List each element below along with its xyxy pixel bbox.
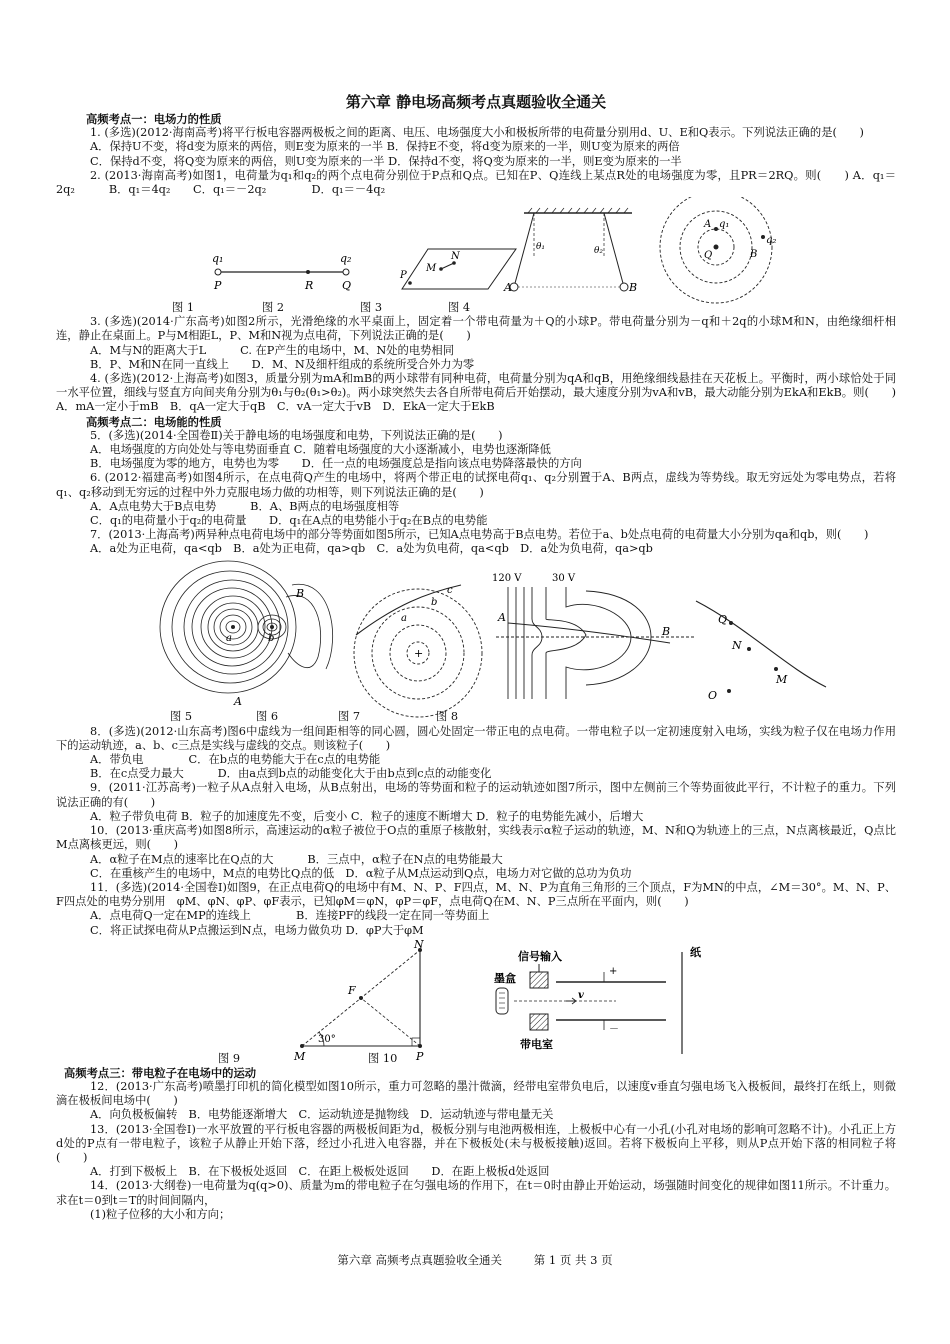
figure-8-caption: 图 8 xyxy=(436,709,459,723)
figure-10-caption: 图 10 xyxy=(368,1051,398,1065)
fig10-label-signal-input: 信号输入 xyxy=(518,949,562,963)
figure-1-caption: 图 1 xyxy=(172,301,195,315)
fig10-label-paper: 纸 xyxy=(690,945,701,959)
question-10-options-ab: A．α粒子在M点的速率比在Q点的大 B．三点中，α粒子在N点的电势能最大 xyxy=(90,852,503,866)
footer-page-number: 第 1 页 共 3 页 xyxy=(533,1253,613,1267)
question-6-stem: 6. (2012·福建高考)如图4所示，在点电荷Q产生的电场中，将两个带正电的试探电荷q₁、q₂分别置于A、B两点，虚线为等势线。取无穷远处为零电势点，若将q₁、q₂移动到无穷远的过程中外力克服电场力做的功相等，则下列说法正确的是( ) xyxy=(56,471,896,499)
question-4-stem: 4. (多选)(2012·上海高考)如图3，质量分别为mA和mB的两小球带有同种电荷，电荷量分别为qA和qB，用绝缘细线悬挂在天花板上。平衡时，两小球恰处于同一水平位置，细线与竖直方向间夹角分别为θ₁与θ₂(θ₁>θ₂)。两小球突然失去各自所带电荷后开始摆动，最大速度分别为vA和vB，最大动能分别为EkA和EkB。则( ) A．mA一定小于mB B．qA一定大于qB C．vA一定大于vB D．EkA一定大于EkB xyxy=(56,372,896,414)
fig9-label-P: P xyxy=(416,1049,424,1063)
question-13-stem: 13．(2013·全国卷Ⅰ)一水平放置的平行板电容器的两极板间距为d，极板分别与电池两极相连，上极板中心有一小孔(小孔对电场的影响可忽略不计)。小孔正上方d处的P点有一带电粒子，该粒子从静止开始下落，经过小孔进入电容器，并在下极板处(未与极板接触)返回。若将下极板向上平移，则从P点开始下落的相同粒子将( ) xyxy=(56,1122,896,1164)
question-8-stem: 8．(多选)(2012·山东高考)图6中虚线为一组间距相等的同心圆，圆心处固定一带正电的点电荷。一带电粒子以一定初速度射入电场，实线为粒子仅在电场力作用下的运动轨迹，a、b、c三点是实线与虚线的交点。则该粒子( ) xyxy=(56,724,896,752)
fig2-label-N: N xyxy=(451,251,460,263)
figure-6-caption: 图 6 xyxy=(256,709,279,723)
question-10-stem: 10．(2013·重庆高考)如图8所示，高速运动的α粒子被位于O点的重原子核散射，实线表示α粒子运动的轨迹，M、N和Q为轨迹上的三点，N点离核最近，Q点比M点离核更远，则( ) xyxy=(56,824,896,852)
page-title: 第六章 静电场高频考点真题验收全通关 xyxy=(345,93,607,111)
question-8-options-ac: A．带负电 C．在b点的电势能大于在c点的电势能 xyxy=(90,753,381,767)
fig1-label-q1: q₁ xyxy=(212,252,224,266)
fig8-label-N: N xyxy=(732,638,742,652)
figures-5-to-8 xyxy=(56,557,896,725)
question-14-stem: 14．(2013·大纲卷)一电荷量为q(q>0)、质量为m的带电粒子在匀强电场的作用下，在t＝0时由静止开始运动，场强随时间变化的规律如图11所示。不计重力。求在t＝0到t＝T的时间间隔内， xyxy=(56,1179,896,1207)
fig9-label-M: M xyxy=(294,1049,306,1063)
fig7-label-B: B xyxy=(662,624,671,638)
figure-2-diagram xyxy=(399,249,516,289)
question-11-options-cd: C．将正试探电荷从P点搬运到N点，电场力做负功 D．φP大于φM xyxy=(90,923,424,937)
fig6-label-c: c xyxy=(447,584,453,596)
fig9-label-30deg: 30° xyxy=(318,1033,336,1045)
fig9-label-N: N xyxy=(414,937,424,951)
fig5-label-A: A xyxy=(234,694,242,708)
question-7-options: A．a处为正电荷，qa<qb B．a处为正电荷，qa>qb C．a处为负电荷，qa<qb D．a处为负电荷，qa>qb xyxy=(90,542,653,556)
fig6-label-b: b xyxy=(431,596,438,608)
fig4-label-Q: Q xyxy=(704,250,713,262)
section-heading-2: 高频考点二：电场能的性质 xyxy=(86,414,222,429)
section-heading-3: 高频考点三：带电粒子在电场中的运动 xyxy=(64,1065,257,1080)
question-3-options-ac: A．M与N的距离大于L C. 在P产生的电场中，M、N处的电势相同 xyxy=(90,343,455,357)
fig5-label-b: b xyxy=(268,632,275,644)
fig3-label-theta1: θ₁ xyxy=(536,242,546,253)
question-11-options-ab: A．点电荷Q一定在MP的连线上 B．连接PF的线段一定在同一等势面上 xyxy=(90,909,490,923)
fig1-label-R: R xyxy=(305,279,314,293)
figure-8-diagram xyxy=(696,601,826,693)
fig8-label-M: M xyxy=(776,672,788,686)
fig7-label-30v: 30 V xyxy=(552,572,576,584)
question-10-options-cd: C．在重核产生的电场中，M点的电势比Q点的低 D．α粒子从M点运动到Q点，电场力对它做的总功为负功 xyxy=(90,866,632,880)
figure-row-2 xyxy=(56,557,896,725)
figure-2-caption: 图 2 xyxy=(262,301,285,315)
question-6-options-ab: A．A点电势大于B点电势 B．A、B两点的电场强度相等 xyxy=(90,499,400,513)
fig10-label-minus: － xyxy=(609,1023,619,1035)
question-1-options-cd: C．保持d不变，将Q变为原来的两倍，则U变为原来的一半 D．保持d不变，将Q变为原来的一半，则E变为原来的一半 xyxy=(90,154,682,168)
page-footer xyxy=(0,1252,950,1268)
fig7-label-A: A xyxy=(498,610,506,624)
fig1-label-Q: Q xyxy=(342,279,352,293)
fig8-label-O: O xyxy=(708,688,718,702)
question-9-options: A．粒子带负电荷 B．粒子的加速度先不变，后变小 C．粒子的速度不断增大 D．粒子的电势能先减小，后增大 xyxy=(90,809,644,823)
figure-4-caption: 图 4 xyxy=(448,301,471,315)
fig4-label-q2: q₂ xyxy=(766,235,777,247)
question-11-stem: 11．(多选)(2014·全国卷Ⅰ)如图9，在正点电荷Q的电场中有M、N、P、F四点，M、N、P为直角三角形的三个顶点，F为MN的中点，∠M＝30°。M、N、P、F四点处的电势分别用 φM、φN、φP、φF表示，已知φM＝φN，φP＝φF，点电荷Q在M、N、P三点所在平面内，则( ) xyxy=(56,880,896,909)
figure-4-diagram xyxy=(660,197,776,303)
fig5-label-a: a xyxy=(226,632,232,644)
figure-5-caption: 图 5 xyxy=(170,709,193,723)
question-12-stem: 12．(2013·广东高考)喷墨打印机的简化模型如图10所示，重力可忽略的墨汁微滴，经带电室带负电后，以速度v垂直匀强电场飞入极板间，最终打在纸上，则微滴在极板间电场中( ) xyxy=(56,1079,896,1108)
fig3-label-B: B xyxy=(629,281,638,295)
fig9-label-F: F xyxy=(348,983,356,997)
fig5-label-B: B xyxy=(296,586,305,600)
fig2-label-M: M xyxy=(426,263,437,275)
figures-9-and-10 xyxy=(56,938,896,1066)
fig4-label-q1: q₁ xyxy=(719,219,730,231)
figure-3-diagram xyxy=(503,208,637,294)
question-3-stem: 3. (多选)(2014·广东高考)如图2所示，光滑绝缘的水平桌面上，固定着一个带电荷量为＋Q的小球P。带电荷量分别为－q和＋2q的小球M和N，由绝缘细杆相连，静止在桌面上。P与M相距L，P、M和N视为点电荷，下列说法正确的是( ) xyxy=(56,315,896,343)
fig4-label-A: A xyxy=(704,219,712,231)
question-1-stem: 1. (多选)(2012·海南高考)将平行板电容器两极板之间的距离、电压、电场强度大小和极板所带的电荷量分别用d、U、E和Q表示。下列说法正确的是( ) xyxy=(90,126,864,140)
document-page xyxy=(56,92,896,1222)
figure-7-caption: 图 7 xyxy=(338,709,361,723)
question-3-options-bd: B．P、M和N在同一直线上 D．M、N及细杆组成的系统所受合外力为零 xyxy=(90,357,475,371)
fig7-label-120v: 120 V xyxy=(492,572,522,584)
question-13-options: A．打到下极板上 B．在下极板处返回 C．在距上极板处返回 D．在距上极板d处返回 xyxy=(90,1165,550,1179)
fig2-label-P: P xyxy=(400,270,407,282)
question-8-options-bd: B．在c点受力最大 D．由a点到b点的动能变化大于由b点到c点的动能变化 xyxy=(90,767,492,781)
section-heading-1: 高频考点一：电场力的性质 xyxy=(86,112,222,126)
figure-3-caption: 图 3 xyxy=(360,301,383,315)
fig10-label-v: v xyxy=(578,989,584,1001)
question-14-sub-1: (1)粒子位移的大小和方向； xyxy=(90,1207,231,1221)
figure-row-3 xyxy=(56,938,896,1066)
question-9-stem: 9．(2011·江苏高考)一粒子从A点射入电场，从B点射出，电场的等势面和粒子的运动轨迹如图7所示，图中左侧前三个等势面彼此平行，不计粒子的重力。下列说法正确的有( ) xyxy=(56,781,896,809)
question-2-stem: 2. (2013·海南高考)如图1，电荷量为q₁和q₂的两个点电荷分别位于P点和Q点。已知在P、Q连线上某点R处的电场强度为零，且PR＝2RQ。则( ) A．q₁＝2q₂ B．q₁＝4q₂ C．q₁＝－2q₂ D．q₁＝－4q₂ xyxy=(56,168,896,197)
fig1-label-q2: q₂ xyxy=(340,252,352,266)
fig6-label-plus: + xyxy=(414,646,424,660)
fig6-label-a: a xyxy=(401,612,407,624)
figure-row-1 xyxy=(56,197,896,315)
footer-chapter: 第六章 高频考点真题验收全通关 xyxy=(337,1253,503,1267)
figure-5-diagram xyxy=(160,561,333,693)
fig10-label-plus: + xyxy=(609,965,618,977)
fig10-label-charging-chamber: 带电室 xyxy=(520,1037,553,1051)
question-7-stem: 7．(2013·上海高考)两异种点电荷电场中的部分等势面如图5所示，已知A点电势高于B点电势。若位于a、b处点电荷的电荷量大小分别为qa和qb，则( ) xyxy=(90,528,869,542)
figure-9-caption: 图 9 xyxy=(218,1051,241,1065)
fig3-label-A: A xyxy=(504,281,512,295)
question-1-options-ab: A．保持U不变，将d变为原来的两倍，则E变为原来的一半 B．保持E不变，将d变为原来的一半，则U变为原来的两倍 xyxy=(90,140,680,154)
fig1-label-P: P xyxy=(214,279,222,293)
question-5-options-ac: A．电场强度的方向处处与等电势面垂直 C．随着电场强度的大小逐渐减小，电势也逐渐降低 xyxy=(90,443,551,457)
question-5-options-bd: B．电场强度为零的地方，电势也为零 D．任一点的电场强度总是指向该点电势降落最快的方向 xyxy=(90,457,582,471)
fig4-label-B: B xyxy=(750,249,758,261)
figure-7-diagram xyxy=(496,587,696,699)
figures-1-to-4 xyxy=(56,197,896,315)
figure-1-diagram xyxy=(212,252,351,292)
question-5-stem: 5．(多选)(2014·全国卷Ⅱ)关于静电场的电场强度和电势，下列说法正确的是( ) xyxy=(90,428,503,442)
fig10-label-ink-box: 墨盒 xyxy=(494,971,516,985)
question-12-options: A．向负极板偏转 B．电势能逐渐增大 C．运动轨迹是抛物线 D．运动轨迹与带电量无关 xyxy=(90,1108,554,1122)
question-6-options-cd: C．q₁的电荷量小于q₂的电荷量 D．q₁在A点的电势能小于q₂在B点的电势能 xyxy=(90,514,488,528)
fig8-label-Q: Q xyxy=(718,612,728,626)
fig3-label-theta2: θ₂ xyxy=(594,246,604,257)
